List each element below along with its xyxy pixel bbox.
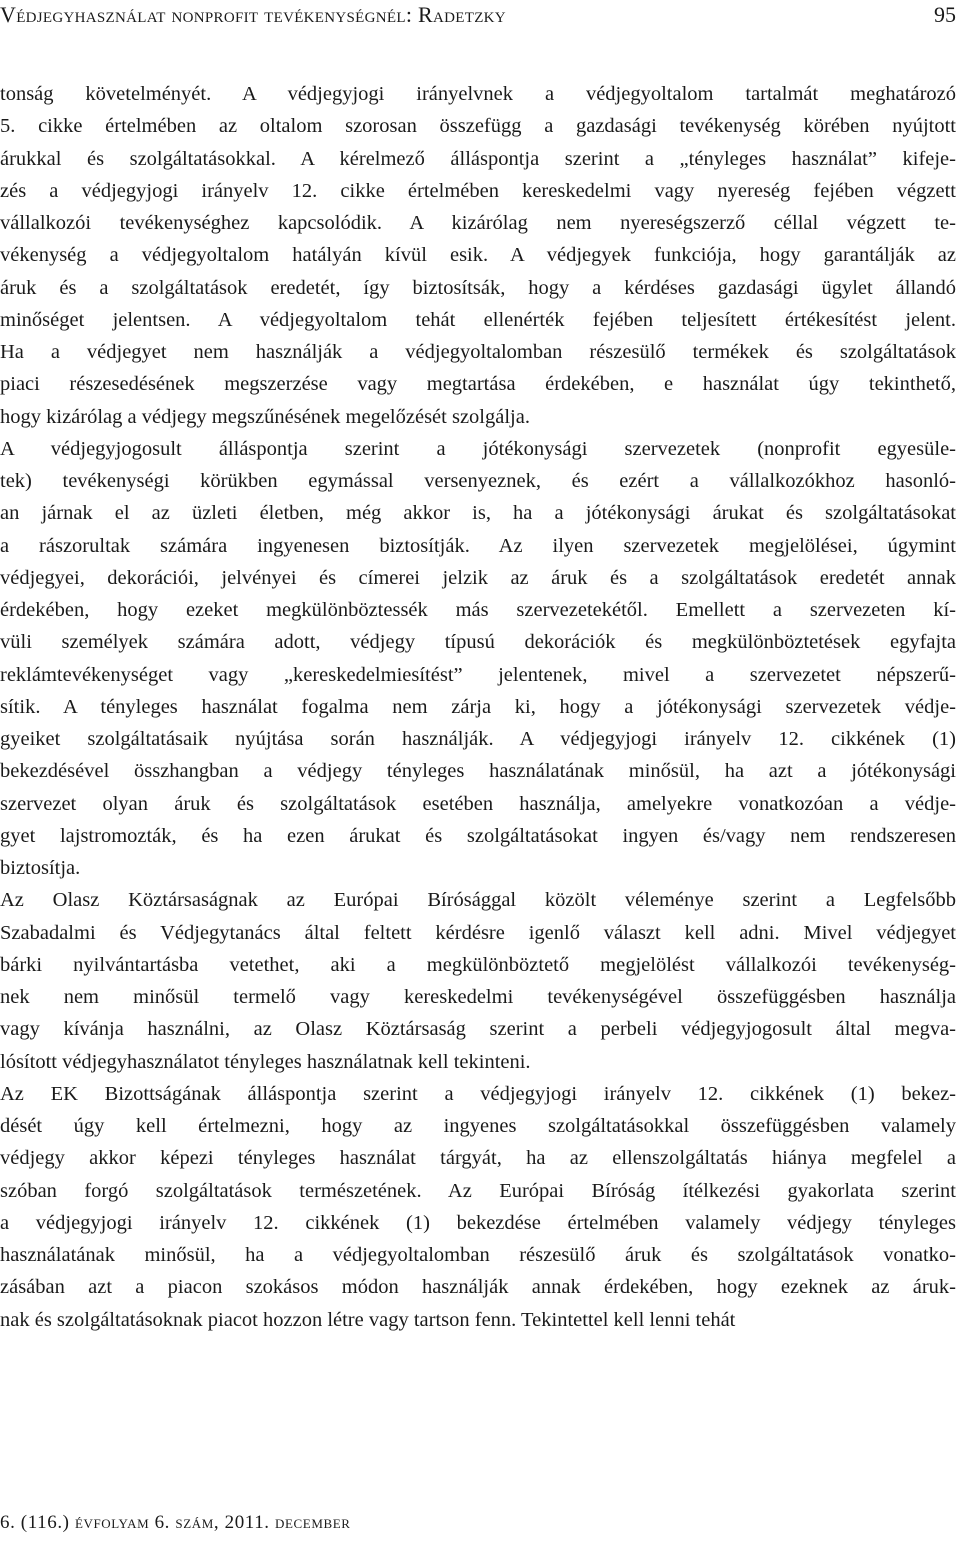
text-line: an járnak el az üzleti életben, még akkor is, ha a jótékonysági árukat és szolgáltatásokat xyxy=(0,502,956,525)
text-line: biztosítja. xyxy=(0,857,81,879)
issue-footer: 6. (116.) évfolyam 6. szám, 2011. december xyxy=(0,1512,351,1533)
text-line: sítik. A tényleges használat fogalma nem zárja ki, hogy a jótékonysági szervezetek védje- xyxy=(0,695,956,718)
text-line: szervezet olyan áruk és szolgáltatások esetében használja, amelyekre vonatkozóan a védje- xyxy=(0,792,956,815)
text-line: vállalkozói tevékenységhez kapcsolódik. A kizárólag nem nyereségszerző céllal végzett te- xyxy=(0,212,956,234)
paragraph xyxy=(0,884,956,1078)
text-line: dését úgy kell értelmezni, hogy az ingyenes szolgáltatásokkal összefüggésben valamely xyxy=(0,1115,956,1137)
text-line: nak és szolgáltatásoknak piacot hozzon létre vagy tartson fenn. Tekintettel kell lenni tehát xyxy=(0,1308,736,1331)
text-line: nek nem minősül termelő vagy kereskedelmi tevékenységével összefüggésben használja xyxy=(0,986,956,1008)
text-line: 5. cikke értelmében az oltalom szorosan összefügg a gazdasági tevékenység körében nyújtott xyxy=(0,115,956,138)
text-line: gyet lajstromozták, és ha ezen árukat és szolgáltatásokat ingyen és/vagy nem rendszeresen xyxy=(0,824,956,847)
text-line: reklámtevékenységet vagy „kereskedelmiesítést” jelentenek, mivel a szervezetet népszerű- xyxy=(0,663,956,686)
text-line: Az Olasz Köztársaságnak az Európai Bírósággal közölt véleménye szerint a Legfelsőbb xyxy=(0,889,956,912)
text-line: zés a védjegyjogi irányelv 12. cikke értelmében kereskedelmi vagy nyereség fejében végzett xyxy=(0,179,956,202)
text-line: vagy kívánja használni, az Olasz Köztársaság szerint a perbeli védjegyjogosult által megva- xyxy=(0,1018,956,1041)
text-line: érdekében, hogy ezeket megkülönböztessék más szervezetekétől. Emellett a szervezeten kí- xyxy=(0,599,956,621)
article-body xyxy=(0,78,956,1336)
text-line: tek) tevékenységi körükben egymással versenyeznek, és ezért a vállalkozókhoz hasonló- xyxy=(0,470,956,492)
text-line: védjegy akkor képezi tényleges használat tárgyát, ha az ellenszolgáltatás hiánya megfelel a xyxy=(0,1147,956,1170)
running-header xyxy=(0,0,960,40)
text-line: árukkal és szolgáltatásokkal. A kérelmező álláspontja szerint a „tényleges használat” kifeje- xyxy=(0,147,956,170)
text-line: tonság követelményét. A védjegyjogi irányelvnek a védjegyoltalom tartalmát meghatározó xyxy=(0,83,956,105)
paragraph xyxy=(0,78,956,433)
page-number: 95 xyxy=(934,2,956,27)
text-line: használatának minősül, ha a védjegyoltalomban részesülő áruk és szolgáltatások vonatko- xyxy=(0,1244,956,1266)
text-line: bekezdésével összhangban a védjegy tényleges használatának minősül, ha azt a jótékonysági xyxy=(0,760,956,783)
text-line: vüli személyek számára adott, védjegy típusú dekorációk és megkülönböztetések egyfajta xyxy=(0,631,956,654)
text-line: a védjegyjogi irányelv 12. cikkének (1) bekezdése értelmében valamely védjegy tényleges xyxy=(0,1211,956,1234)
text-line: lósított védjegyhasználatot tényleges használatnak kell tekinteni. xyxy=(0,1050,531,1073)
text-line: piaci részesedésének megszerzése vagy megtartása érdekében, e használat úgy tekinthető, xyxy=(0,373,956,396)
text-line: vékenység a védjegyoltalom hatályán kívül esik. A védjegyek funkciója, hogy garantálják az xyxy=(0,244,956,267)
text-line: gyeiket szolgáltatásaik nyújtása során használják. A védjegyjogi irányelv 12. cikkének (1) xyxy=(0,728,956,750)
text-line: védjegyei, dekorációi, jelvényei és címerei jelzik az áruk és a szolgáltatások eredetét annak xyxy=(0,566,956,589)
text-line: Az EK Bizottságának álláspontja szerint a védjegyjogi irányelv 12. cikkének (1) bekez- xyxy=(0,1082,956,1105)
paragraph xyxy=(0,1078,956,1336)
text-line: bárki nyilvántartásba vetethet, aki a megkülönböztető megjelölést vállalkozói tevékenység- xyxy=(0,953,956,976)
paragraph xyxy=(0,433,956,885)
text-line: A védjegyjogosult álláspontja szerint a jótékonysági szervezetek (nonprofit egyesüle- xyxy=(0,437,956,460)
text-line: a rászorultak számára ingyenesen biztosítják. Az ilyen szervezetek megjelölései, úgymint xyxy=(0,534,956,557)
running-title: Védjegyhasználat nonprofit tevékenységnél: Radetzky xyxy=(0,2,506,27)
text-line: Ha a védjegyet nem használják a védjegyoltalomban részesülő termékek és szolgáltatások xyxy=(0,341,956,363)
text-line: hogy kizárólag a védjegy megszűnésének megelőzését szolgálja. xyxy=(0,405,530,428)
text-line: zásában azt a piacon szokásos módon használják annak érdekében, hogy ezeknek az áruk- xyxy=(0,1276,956,1299)
text-line: szóban forgó szolgáltatások természetének. Az Európai Bíróság ítélkezési gyakorlata szerint xyxy=(0,1179,956,1202)
text-line: áruk és a szolgáltatások eredetét, így biztosítsák, hogy a kérdéses gazdasági ügylet állandó xyxy=(0,276,956,299)
text-line: Szabadalmi és Védjegytanács által feltett kérdésre igenlő választ kell adni. Mivel védjegyet xyxy=(0,921,956,944)
text-line: minőséget jelentsen. A védjegyoltalom tehát ellenérték fejében teljesített értékesítést jelent. xyxy=(0,308,956,331)
